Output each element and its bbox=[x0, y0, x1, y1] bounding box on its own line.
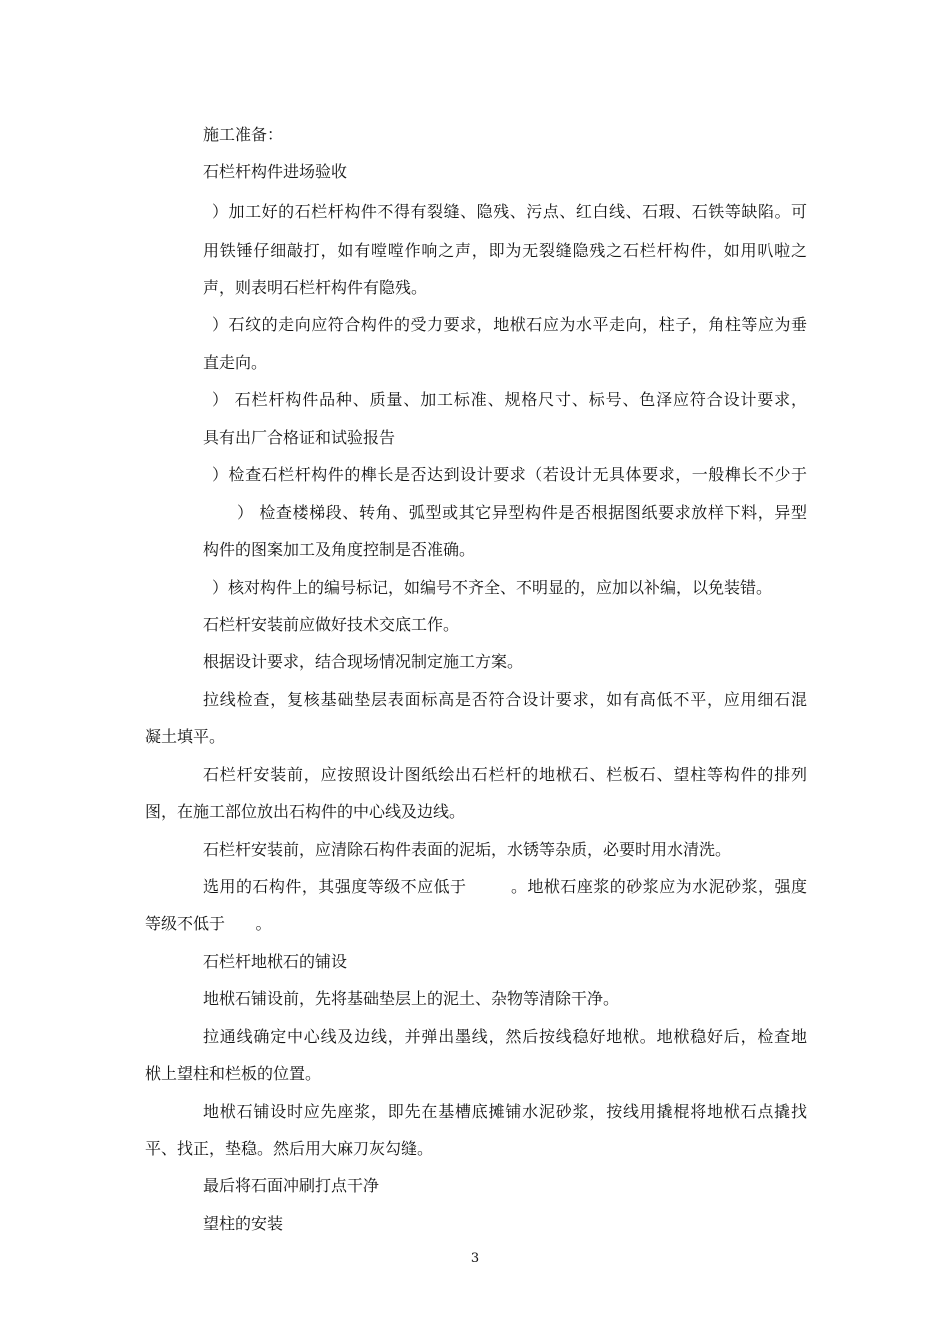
sub-heading: 石栏杆地栿石的铺设 bbox=[203, 952, 348, 971]
paragraph-line: ）检查石栏杆构件的榫长是否达到设计要求（若设计无具体要求，一般榫长不少于 bbox=[212, 465, 807, 484]
paragraph-line: 栿上望柱和栏板的位置。 bbox=[145, 1064, 322, 1083]
paragraph-line: ） 检查楼梯段、转角、弧型或其它异型构件是否根据图纸要求放样下料，异型 bbox=[237, 503, 807, 522]
paragraph-line: 根据设计要求，结合现场情况制定施工方案。 bbox=[203, 652, 524, 671]
paragraph-line: 声，则表明石栏杆构件有隐残。 bbox=[203, 278, 428, 297]
paragraph-line: 用铁锤仔细敲打，如有嘡嘡作响之声，即为无裂缝隐残之石栏杆构件，如用叭啦之 bbox=[203, 241, 807, 260]
paragraph-line: 具有出厂合格证和试验报告 bbox=[203, 428, 396, 447]
paragraph-line: ） 石栏杆构件品种、质量、加工标准、规格尺寸、标号、色泽应符合设计要求， bbox=[212, 390, 807, 409]
paragraph-line: 平、找正，垫稳。然后用大麻刀灰勾缝。 bbox=[145, 1139, 434, 1158]
paragraph-line: 直走向。 bbox=[203, 353, 268, 372]
paragraph-line: 选用的石构件，其强度等级不应低于 。地栿石座浆的砂浆应为水泥砂浆，强度 bbox=[203, 877, 807, 896]
paragraph-line: 等级不低于 。 bbox=[145, 914, 272, 933]
paragraph-line: 地栿石铺设前，先将基础垫层上的泥土、杂物等清除干净。 bbox=[203, 989, 620, 1008]
sub-heading: 望柱的安装 bbox=[203, 1214, 284, 1233]
paragraph-line: 地栿石铺设时应先座浆，即先在基槽底摊铺水泥砂浆，按线用撬棍将地栿石点撬找 bbox=[203, 1102, 807, 1121]
paragraph-line: 拉线检查，复核基础垫层表面标高是否符合设计要求，如有高低不平，应用细石混 bbox=[203, 690, 807, 709]
paragraph-line: 凝土填平。 bbox=[145, 727, 226, 746]
paragraph-line: ）核对构件上的编号标记，如编号不齐全、不明显的，应加以补编，以免装错。 bbox=[212, 578, 773, 597]
paragraph-line: ）石纹的走向应符合构件的受力要求，地栿石应为水平走向，柱子，角柱等应为垂 bbox=[212, 315, 807, 334]
paragraph-line: 最后将石面冲刷打点干净 bbox=[203, 1176, 380, 1195]
page-number: 3 bbox=[470, 1251, 480, 1266]
paragraph-line: 石栏杆安装前，应清除石构件表面的泥垢，水锈等杂质，必要时用水清洗。 bbox=[203, 840, 732, 859]
paragraph-line: 图，在施工部位放出石构件的中心线及边线。 bbox=[145, 802, 466, 821]
paragraph-line: 拉通线确定中心线及边线，并弹出墨线，然后按线稳好地栿。地栿稳好后，检查地 bbox=[203, 1027, 807, 1046]
paragraph-line: 构件的图案加工及角度控制是否准确。 bbox=[203, 540, 476, 559]
paragraph-line: 石栏杆安装前应做好技术交底工作。 bbox=[203, 615, 460, 634]
paragraph-line: ）加工好的石栏杆构件不得有裂缝、隐残、污点、红白线、石瑕、石铁等缺陷。可 bbox=[212, 202, 807, 221]
paragraph-line: 石栏杆安装前，应按照设计图纸绘出石栏杆的地栿石、栏板石、望柱等构件的排列 bbox=[203, 765, 807, 784]
sub-heading: 石栏杆构件进场验收 bbox=[203, 162, 348, 181]
section-heading: 施工准备： bbox=[203, 125, 284, 144]
